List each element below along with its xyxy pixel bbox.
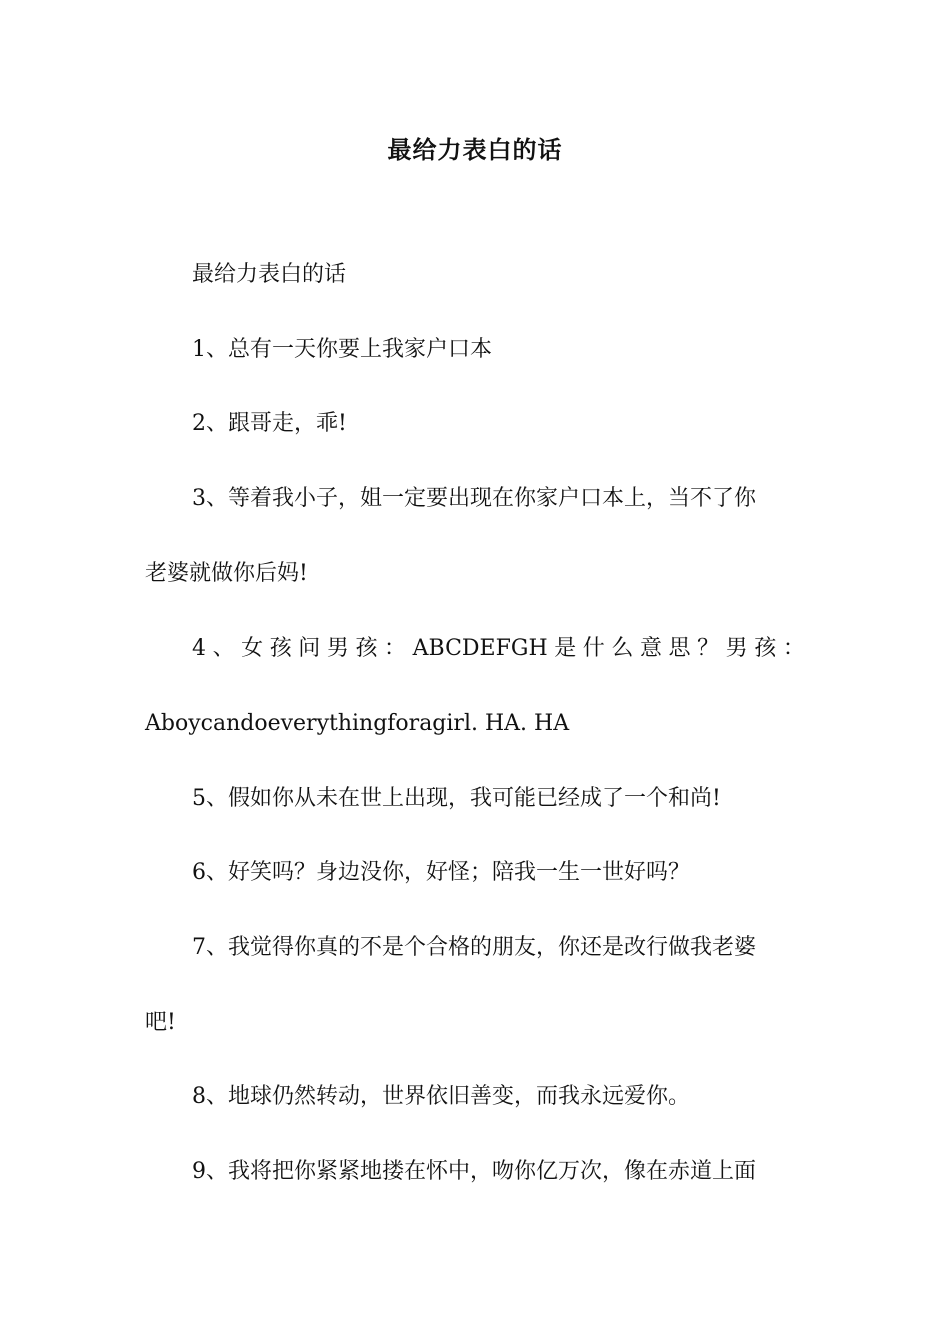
list-item-4 [192, 633, 805, 665]
list-item-4-token: 孩 [355, 636, 378, 661]
list-item-4-token: 4 [192, 636, 206, 661]
document-title: 最给力表白的话 [387, 136, 563, 164]
list-item-5: 5、假如你从未在世上出现，我可能已经成了一个和尚! [192, 786, 721, 811]
list-item-4-token: ： [782, 636, 805, 661]
list-item-4-token: 么 [611, 636, 634, 661]
list-item-4-token: 孩 [754, 636, 777, 661]
list-item-4-token: 是 [554, 636, 577, 661]
list-item-4-token: ？ [697, 636, 720, 661]
list-item-4-token: 意 [639, 636, 662, 661]
list-item-3: 3、等着我小子，姐一定要出现在你家户口本上，当不了你 [192, 486, 756, 511]
list-item-4-token: 什 [582, 636, 605, 661]
list-item-4-token: ： [384, 636, 407, 661]
list-item-4-token: 孩 [269, 636, 292, 661]
list-item-4-token: 男 [725, 636, 748, 661]
section-heading: 最给力表白的话 [192, 262, 347, 287]
list-item-1: 1、总有一天你要上我家户口本 [192, 337, 492, 362]
list-item-8: 8、地球仍然转动，世界依旧善变，而我永远爱你。 [192, 1084, 690, 1109]
list-item-4-token: 男 [326, 636, 349, 661]
list-item-4-token: 问 [298, 636, 321, 661]
list-item-2: 2、跟哥走，乖! [192, 411, 347, 436]
list-item-4-continued: Aboycandoeverythingforagirl. HA. HA [145, 711, 570, 736]
list-item-4-token: 、 [212, 636, 235, 661]
list-item-9: 9、我将把你紧紧地搂在怀中，吻你亿万次，像在赤道上面 [192, 1159, 756, 1184]
list-item-4-token: 女 [241, 636, 264, 661]
list-item-7-continued: 吧! [145, 1010, 176, 1035]
list-item-4-token: 思 [668, 636, 691, 661]
list-item-3-continued: 老婆就做你后妈! [145, 561, 308, 586]
list-item-4-token: ABCDEFGH [412, 636, 548, 661]
list-item-6: 6、好笑吗？身边没你，好怪；陪我一生一世好吗？ [192, 860, 690, 885]
list-item-7: 7、我觉得你真的不是个合格的朋友，你还是改行做我老婆 [192, 935, 756, 960]
